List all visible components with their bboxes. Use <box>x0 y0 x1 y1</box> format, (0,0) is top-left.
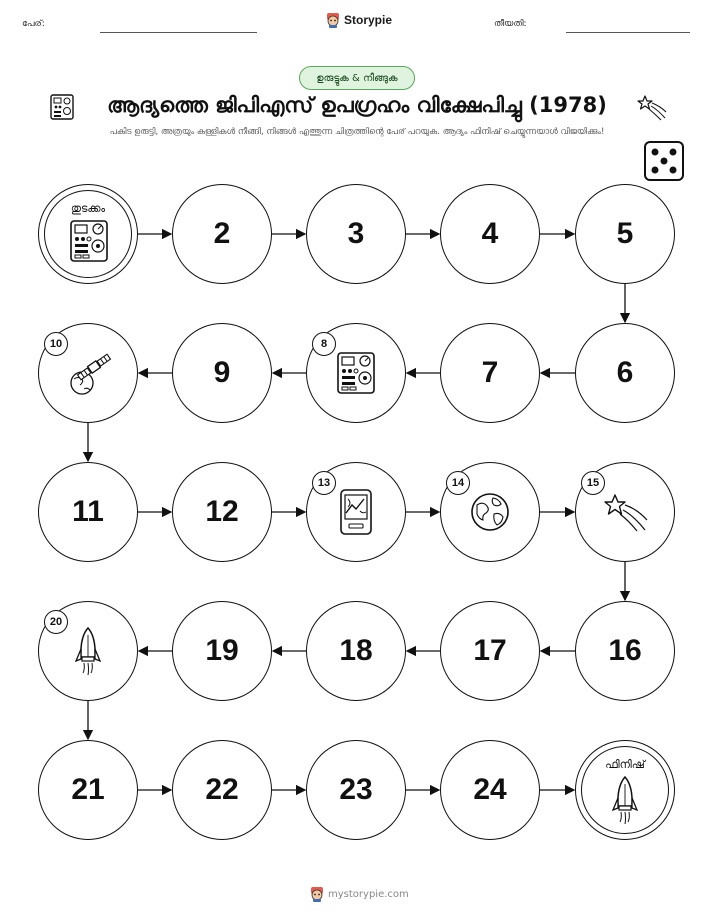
board-cell-12[interactable] <box>172 462 272 562</box>
control-panel-icon <box>333 350 379 396</box>
cell-number: 3 <box>347 217 365 250</box>
finish-cell[interactable] <box>575 740 675 840</box>
cell-number: 5 <box>616 217 634 250</box>
cell-number: 24 <box>473 773 507 806</box>
cell-number: 16 <box>608 634 642 667</box>
board-cell-14[interactable] <box>440 462 540 562</box>
board-cell-23[interactable] <box>306 740 406 840</box>
board-cell-15[interactable] <box>575 462 675 562</box>
board-cell-8[interactable] <box>306 323 406 423</box>
cell-number: 7 <box>481 356 499 389</box>
cell-number: 2 <box>213 217 231 250</box>
board-cell-19[interactable] <box>172 601 272 701</box>
rocket-icon <box>73 625 103 677</box>
board-cell-7[interactable] <box>440 323 540 423</box>
cell-number-badge: 15 <box>581 471 605 495</box>
board-cell-16[interactable] <box>575 601 675 701</box>
board-cell-20[interactable] <box>38 601 138 701</box>
cell-number-badge: 8 <box>312 332 336 356</box>
activity-badge: ഉരുട്ടുക & നീങ്ങുക <box>299 66 415 90</box>
board-cell-9[interactable] <box>172 323 272 423</box>
start-cell[interactable] <box>38 184 138 284</box>
cell-number: 23 <box>339 773 373 806</box>
board-cell-2[interactable] <box>172 184 272 284</box>
cell-number: 21 <box>71 773 105 806</box>
board-cell-3[interactable] <box>306 184 406 284</box>
brand-name: Storypie <box>344 13 393 27</box>
instructions: പകിട ഉരുട്ടി, അത്രയും കള്ളികൾ നീങ്ങി, നിങ്ങൾ എത്തുന്ന ചിത്രത്തിന്റെ പേര് പറയുക. ആദ്യം ഫിനിഷ് ചെയ്യുന്നയാൾ വിജയിക്കും! <box>109 127 605 137</box>
cell-number: 18 <box>339 634 373 667</box>
footer-mascot-icon <box>310 886 324 902</box>
cell-number: 12 <box>205 495 239 528</box>
rocket-icon <box>610 774 640 826</box>
cell-number: 17 <box>473 634 507 667</box>
earth-icon <box>467 489 513 535</box>
board-cell-10[interactable] <box>38 323 138 423</box>
cell-number-badge: 14 <box>446 471 470 495</box>
date-label: തീയതി: <box>494 19 527 29</box>
shooting-star-icon <box>601 490 649 534</box>
board-cell-21[interactable] <box>38 740 138 840</box>
page-title: ആദ്യത്തെ ജിപിഎസ് ഉപഗ്രഹം വിക്ഷേപിച്ചു (1978) <box>107 93 607 117</box>
finish-label: ഫിനിഷ് <box>605 758 645 771</box>
board-cell-18[interactable] <box>306 601 406 701</box>
board-cell-24[interactable] <box>440 740 540 840</box>
satellite-icon <box>64 349 112 397</box>
board-cell-22[interactable] <box>172 740 272 840</box>
cell-number: 11 <box>72 495 104 528</box>
name-label: പേര്: <box>22 19 45 29</box>
cell-number: 22 <box>205 773 239 806</box>
board-cell-11[interactable] <box>38 462 138 562</box>
cell-number: 9 <box>213 356 231 389</box>
board-cell-13[interactable] <box>306 462 406 562</box>
cell-number-badge: 20 <box>44 610 68 634</box>
cell-number: 6 <box>616 356 634 389</box>
control-panel-icon <box>66 218 112 264</box>
start-label: തുടക്കം <box>70 202 106 215</box>
cell-number-badge: 13 <box>312 471 336 495</box>
board-cell-4[interactable] <box>440 184 540 284</box>
cell-number-badge: 10 <box>44 332 68 356</box>
cell-number: 19 <box>205 634 239 667</box>
gps-device-icon <box>334 487 378 537</box>
cell-number: 4 <box>481 217 499 250</box>
board-cell-6[interactable] <box>575 323 675 423</box>
footer-url: mystorypie.com <box>328 888 409 900</box>
board-cell-5[interactable] <box>575 184 675 284</box>
board-cell-17[interactable] <box>440 601 540 701</box>
footer <box>310 886 409 902</box>
